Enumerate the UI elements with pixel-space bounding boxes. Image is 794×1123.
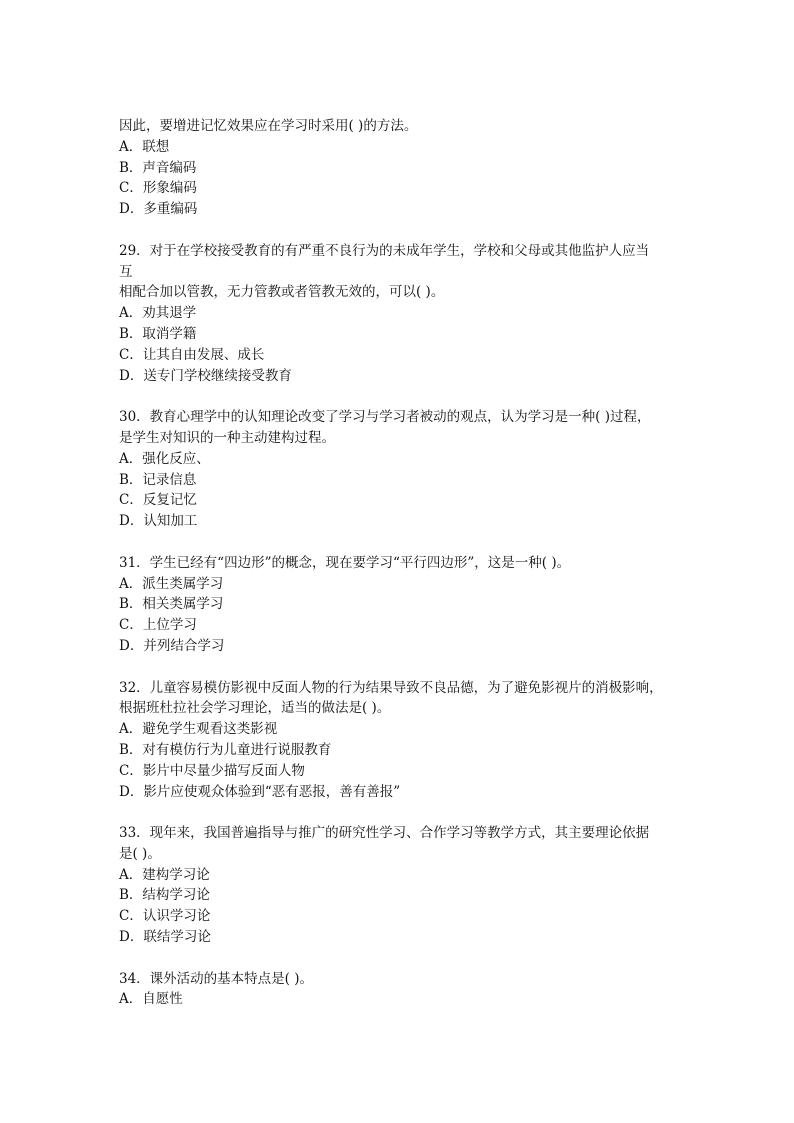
stem-line: 互 [119,263,133,280]
stem-line: 33．现年来，我国普遍指导与推广的研究性学习、合作学习等教学方式，其主要理论依据 [119,825,650,842]
stem-line: 根据班杜拉社会学习理论，适当的做法是( )。 [119,700,391,717]
question-31 [119,553,679,657]
option-a: A．避免学生观看这类影视 [119,721,278,738]
stem-line: 相配合加以管教，无力管教或者管教无效的，可以( )。 [119,284,445,301]
document-page [119,116,679,1010]
option-d: D．影片应使观众体验到“恶有恶报，善有善报” [119,783,401,800]
option-b: B．声音编码 [119,159,197,176]
stem-line: 29．对于在学校接受教育的有严重不良行为的未成年学生，学校和父母或其他监护人应当 [119,242,650,259]
question-32 [119,678,679,803]
option-b: B．记录信息 [119,471,197,488]
option-c: C．上位学习 [119,617,197,634]
option-d: D．并列结合学习 [119,637,225,654]
option-c: C．反复记忆 [119,492,197,509]
question-stem [119,241,679,303]
stem-line: 34．课外活动的基本特点是( )。 [119,970,314,987]
option-a: A．联想 [119,138,170,155]
question-34 [119,969,679,1011]
option-a: A．劝其退学 [119,305,197,322]
question-stem [119,678,679,720]
question-stem [119,407,679,449]
option-a: A．强化反应、 [119,450,210,467]
stem-line: 因此，要增进记忆效果应在学习时采用( )的方法。 [119,118,418,134]
option-b: B．取消学籍 [119,325,197,342]
option-b: B．对有模仿行为儿童进行说服教育 [119,741,332,758]
option-a: A．派生类属学习 [119,575,224,592]
option-b: B．相关类属学习 [119,596,224,613]
option-a: A．建构学习论 [119,866,210,883]
question-29 [119,241,679,387]
question-stem [119,969,679,990]
question-stem [119,116,679,137]
option-c: C．认识学习论 [119,908,211,925]
question-stem [119,823,679,865]
question-33 [119,823,679,948]
question-stem [119,553,679,574]
option-c: C．形象编码 [119,180,197,197]
option-a: A．自愿性 [119,991,183,1008]
option-d: D．认知加工 [119,513,198,530]
stem-line: 是( )。 [119,845,161,862]
option-c: C．影片中尽量少描写反面人物 [119,762,305,779]
stem-line: 是学生对知识的一种主动建构过程。 [119,429,335,446]
option-c: C．让其自由发展、成长 [119,346,265,363]
option-d: D．多重编码 [119,201,198,218]
stem-line: 32．儿童容易模仿影视中反面人物的行为结果导致不良品德，为了避免影视片的消极影响， [119,679,663,696]
stem-line: 30．教育心理学中的认知理论改变了学习与学习者被动的观点，认为学习是一种( )过程， [119,409,651,426]
option-d: D．送专门学校继续接受教育 [119,367,292,384]
option-b: B．结构学习论 [119,887,210,904]
stem-line: 31．学生已经有“四边形”的概念，现在要学习“平行四边形”，这是一种( )。 [119,554,571,571]
question-28-continued [119,116,679,220]
question-30 [119,407,679,532]
option-d: D．联结学习论 [119,929,211,946]
